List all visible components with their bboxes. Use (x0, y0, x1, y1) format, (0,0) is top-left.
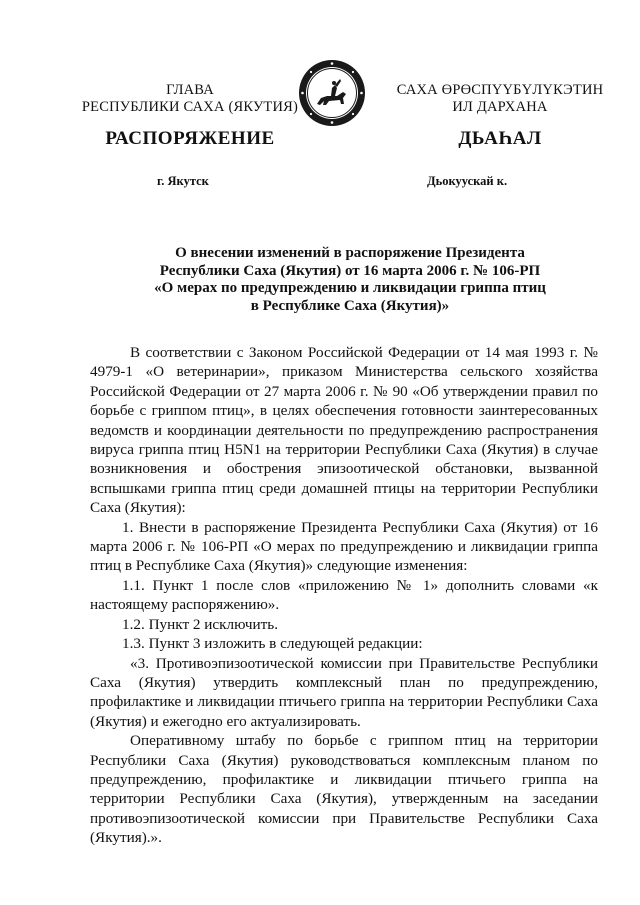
item-1-3: 1.3. Пункт 3 изложить в следующей редакции: (122, 635, 423, 653)
city-ru: г. Якутск (157, 174, 209, 188)
issuer-right-line1: САХА ӨРӨСПҮҮБҮЛҮКЭТИН (396, 82, 604, 98)
coat-of-arms-icon (297, 58, 367, 128)
item-1: 1. Внести в распоряжение Президента Республики Саха (Якутия) от 16 марта 2006 г. № 106-РП «О мерах по предупреждению и ликвидации гриппа птиц в Республике Саха (Якутия)» следующие изменения: (90, 518, 598, 575)
title-line3: «О мерах по предупреждению и ликвидации гриппа птиц (154, 280, 546, 296)
title-line2: Республики Саха (Якутия) от 16 марта 2006 г. № 106-РП (159, 262, 541, 279)
issuer-right-line2: ИЛ ДАРХАНА (452, 99, 548, 115)
quoted-paragraph-2: Оперативному штабу по борьбе с гриппом птиц на территории Республики Саха (Якутия) руководствоваться комплексным планом по предупреждению, профилактике и ликвидации птичьего гриппа на территории Республики Саха (Якутия), утвержденным на заседании противоэпизоотической комиссии при Правительстве Республики Саха (Якутия).». (90, 732, 598, 847)
issuer-left-line2: РЕСПУБЛИКИ САХА (ЯКУТИЯ) (81, 99, 299, 115)
document-type-sakha: ДЬАҺАЛ (458, 128, 542, 149)
issuer-right (390, 82, 610, 116)
document-title (90, 245, 610, 315)
document-body (90, 343, 598, 848)
issuer-left (70, 82, 310, 116)
document-type-ru: РАСПОРЯЖЕНИЕ (105, 128, 275, 149)
quoted-paragraph-1: «3. Противоэпизоотической комиссии при Правительстве Республики Саха (Якутия) утвердить комплексный план по предупреждению, профилактике и ликвидации птичьего гриппа на территории Республики Саха (Якутия) и ежегодно его актуализировать. (90, 654, 598, 730)
title-line4: в Республике Саха (Якутия)» (250, 297, 450, 314)
issuer-left-line1: ГЛАВА (166, 82, 214, 98)
preamble-paragraph: В соответствии с Законом Российской Федерации от 14 мая 1993 г. № 4979-1 «О ветеринарии», приказом Министерства сельского хозяйства Российской Федерации от 27 марта 2006 г. № 90 «Об утверждении правил по борьбе с гриппом птиц», в целях обеспечения готовности заинтересованных ведомств и координации деятельности по предупреждению распространения вируса гриппа птиц H5N1 на территории Республики Саха (Якутия) в случае возникновения и обострения эпизоотической обстановки, вызванной вспышками гриппа птиц среди домашней птицы на территории Республики Саха (Якутия): (90, 344, 598, 517)
item-1-2: 1.2. Пункт 2 исключить. (122, 615, 278, 633)
title-line1: О внесении изменений в распоряжение Президента (175, 245, 525, 261)
city-sakha: Дьокуускай к. (427, 174, 508, 188)
item-1-1: 1.1. Пункт 1 после слов «приложению № 1» дополнить словами «к настоящему распоряжению». (90, 576, 598, 614)
